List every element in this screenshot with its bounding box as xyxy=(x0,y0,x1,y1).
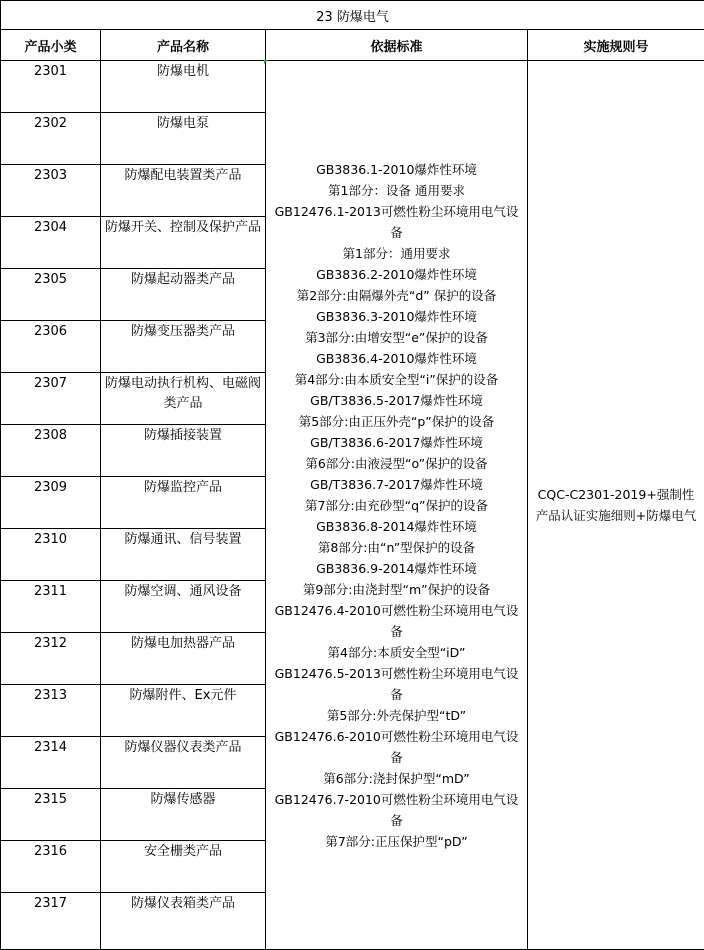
product-code-cell: 2310 xyxy=(1,529,101,581)
standard-line: GB3836.4-2010爆炸性环境 xyxy=(269,348,524,369)
standard-line: GB/T3836.7-2017爆炸性环境 xyxy=(269,474,524,495)
product-code-cell: 2302 xyxy=(1,113,101,165)
standard-line: 第2部分:由隔爆外壳“d” 保护的设备 xyxy=(269,285,524,306)
standard-line: GB3836.8-2014爆炸性环境 xyxy=(269,516,524,537)
product-code-cell: 2309 xyxy=(1,477,101,529)
product-name-cell: 防爆附件、Ex元件 xyxy=(101,685,266,737)
header-row xyxy=(1,30,704,61)
title-row xyxy=(1,1,704,30)
header-rule-number: 实施规则号 xyxy=(528,30,704,61)
product-code-cell: 2316 xyxy=(1,841,101,893)
standard-line: 第6部分:由液浸型“o”保护的设备 xyxy=(269,453,524,474)
standard-line: 第5部分:外壳保护型“tD” xyxy=(269,705,524,726)
standard-line: GB3836.9-2014爆炸性环境 xyxy=(269,558,524,579)
header-standard: 依据标准 xyxy=(266,30,528,61)
standard-line: 第1部分：通用要求 xyxy=(269,243,524,264)
product-code-cell: 2313 xyxy=(1,685,101,737)
product-code-cell: 2308 xyxy=(1,425,101,477)
product-name-cell: 防爆空调、通风设备 xyxy=(101,581,266,633)
product-name-cell: 防爆电机 xyxy=(101,61,266,113)
standard-line: 第9部分:由浇封型“m”保护的设备 xyxy=(269,579,524,600)
product-name-cell: 防爆电泵 xyxy=(101,113,266,165)
standard-line: GB/T3836.5-2017爆炸性环境 xyxy=(269,390,524,411)
standard-line: 第3部分:由增安型“e”保护的设备 xyxy=(269,327,524,348)
product-name-cell: 防爆电动执行机构、电磁阀类产品 xyxy=(101,373,266,425)
product-name-cell: 防爆电加热器产品 xyxy=(101,633,266,685)
standard-line: 第5部分:由正压外壳“p”保护的设备 xyxy=(269,411,524,432)
product-code-cell: 2315 xyxy=(1,789,101,841)
product-name-cell: 防爆传感器 xyxy=(101,789,266,841)
product-code-cell: 2306 xyxy=(1,321,101,373)
product-code-cell: 2314 xyxy=(1,737,101,789)
standard-line: GB/T3836.6-2017爆炸性环境 xyxy=(269,432,524,453)
standard-line: GB12476.7-2010可燃性粉尘环境用电气设备 xyxy=(269,789,524,831)
standard-line: 第7部分:由充砂型“q”保护的设备 xyxy=(269,495,524,516)
product-name-cell: 防爆变压器类产品 xyxy=(101,321,266,373)
standard-line: GB12476.6-2010可燃性粉尘环境用电气设备 xyxy=(269,726,524,768)
table-row xyxy=(1,61,704,113)
product-name-cell: 安全栅类产品 xyxy=(101,841,266,893)
product-name-cell: 防爆起动器类产品 xyxy=(101,269,266,321)
header-product-code: 产品小类 xyxy=(1,30,101,61)
product-name-cell: 防爆仪器仪表类产品 xyxy=(101,737,266,789)
product-name-cell: 防爆插接装置 xyxy=(101,425,266,477)
standard-line: GB3836.2-2010爆炸性环境 xyxy=(269,264,524,285)
standard-line: 第1部分：设备 通用要求 xyxy=(269,180,524,201)
product-code-cell: 2317 xyxy=(1,893,101,950)
standards-cell xyxy=(266,61,528,950)
product-code-cell: 2312 xyxy=(1,633,101,685)
standard-line: 第4部分:本质安全型“iD” xyxy=(269,642,524,663)
product-name-cell: 防爆配电装置类产品 xyxy=(101,165,266,217)
header-product-name: 产品名称 xyxy=(101,30,266,61)
standard-line: GB12476.5-2013可燃性粉尘环境用电气设备 xyxy=(269,663,524,705)
standard-line: 第7部分:正压保护型“pD” xyxy=(269,831,524,852)
product-code-cell: 2311 xyxy=(1,581,101,633)
rule-number-cell: CQC-C2301-2019+强制性产品认证实施细则+防爆电气 xyxy=(528,61,704,950)
product-code-cell: 2305 xyxy=(1,269,101,321)
standard-line: GB12476.4-2010可燃性粉尘环境用电气设备 xyxy=(269,600,524,642)
product-name-cell: 防爆仪表箱类产品 xyxy=(101,893,266,950)
standard-line: GB3836.3-2010爆炸性环境 xyxy=(269,306,524,327)
product-name-cell: 防爆通讯、信号装置 xyxy=(101,529,266,581)
product-name-cell: 防爆监控产品 xyxy=(101,477,266,529)
product-name-cell: 防爆开关、控制及保护产品 xyxy=(101,217,266,269)
product-code-cell: 2307 xyxy=(1,373,101,425)
standard-line: 第4部分:由本质安全型“i”保护的设备 xyxy=(269,369,524,390)
standard-line: GB12476.1-2013可燃性粉尘环境用电气设备 xyxy=(269,201,524,243)
standard-line: 第8部分:由“n”型保护的设备 xyxy=(269,537,524,558)
product-code-cell: 2304 xyxy=(1,217,101,269)
product-code-cell: 2301 xyxy=(1,61,101,113)
standard-line: GB3836.1-2010爆炸性环境 xyxy=(269,159,524,180)
cell-marker xyxy=(264,60,268,64)
product-code-cell: 2303 xyxy=(1,165,101,217)
standard-line: 第6部分:浇封保护型“mD” xyxy=(269,768,524,789)
table-title: 23 防爆电气 xyxy=(1,1,704,30)
